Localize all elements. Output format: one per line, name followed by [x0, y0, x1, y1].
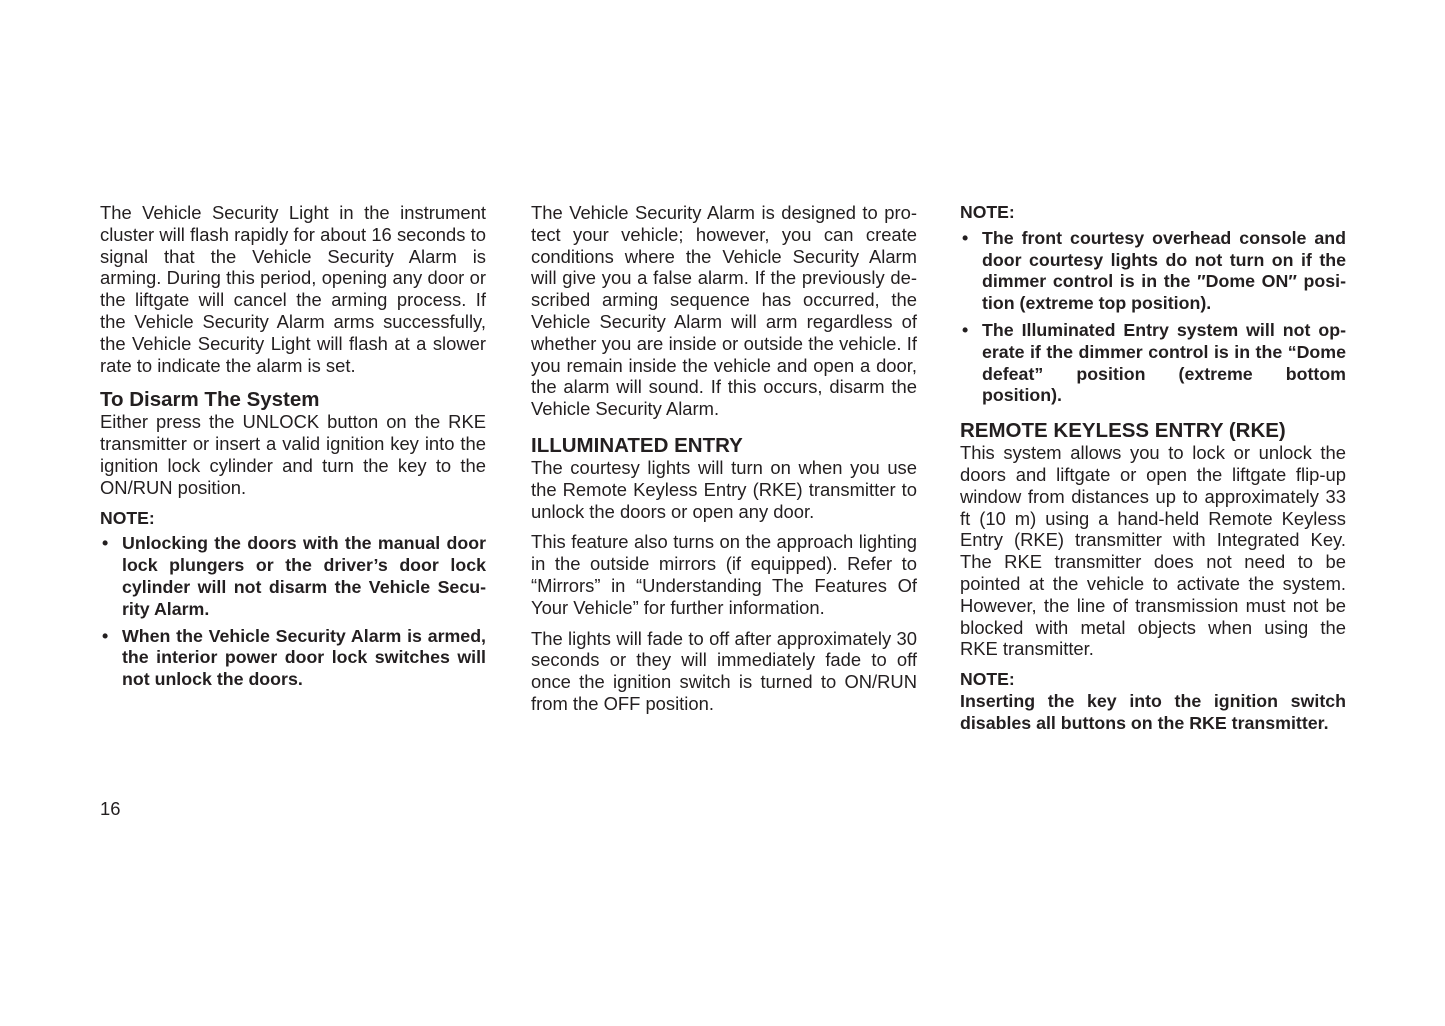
disarm-paragraph: Either press the UNLOCK button on the RKE transmitter or insert a valid ignition key into the ignition lock cylinder and turn the key to the ON/RUN position. [100, 411, 486, 498]
courtesy-lights-paragraph: The courtesy lights will turn on when you use the Remote Keyless Entry (RKE) transmitter to unlock the doors or open any door. [531, 456, 917, 522]
ignition-note-paragraph: Inserting the key into the ignition switch disables all buttons on the RKE transmitter. [960, 690, 1346, 733]
list-item [100, 533, 486, 620]
note-label: NOTE: [100, 507, 155, 528]
approach-lighting-paragraph: This feature also turns on the approach lighting in the outside mirrors (if equipped). Refer to “Mirrors” in “Understanding The Features Of Your Vehicle” for further information. [531, 531, 917, 618]
note-bullet-list [960, 228, 1346, 407]
bullet-text: The front courtesy overhead console and door courtesy lights do not turn on if the dimmer control is in the ″Dome ON″ posi-tion (extreme top position). [982, 227, 1346, 314]
bullet-icon: • [102, 533, 109, 554]
bullet-icon: • [102, 625, 109, 646]
list-item [960, 320, 1346, 407]
rke-paragraph: This system allows you to lock or unlock the doors and liftgate or open the liftgate flip-up window from distances up to approximately 33 ft (10 m) using a hand-held Remote Keyless Entry (RKE) transmitter with Integrated Key. The RKE transmitter does not need to be pointed at the vehicle to activate the system. However, the line of transmission must not be blocked with metal objects when using the RKE transmitter. [960, 442, 1346, 660]
lights-fade-paragraph: The lights will fade to off after approximately 30 seconds or they will immediately fade to off once the ignition switch is turned to ON/RUN from the OFF position. [531, 627, 917, 714]
bullet-text: The Illuminated Entry system will not op-erate if the dimmer control is in the “Dome defeat” position (extreme bottom position). [982, 319, 1346, 406]
bullet-icon: • [962, 319, 969, 340]
list-item [100, 626, 486, 691]
false-alarm-paragraph: The Vehicle Security Alarm is designed to pro-tect your vehicle; however, you can create conditions where the Vehicle Security Alarm will give you a false alarm. If the previously de-scribed arming sequence has occurred, the Vehicle Security Alarm will arm regardless of whether you are inside or outside the vehicle. If you remain inside the vehicle and open a door, the alarm will sound. If this occurs, disarm the Vehicle Security Alarm. [531, 202, 917, 420]
security-light-paragraph: The Vehicle Security Light in the instrument cluster will flash rapidly for about 16 seconds to signal that the Vehicle Security Alarm is arming. During this period, opening any door or the liftgate will cancel the arming process. If the Vehicle Security Alarm arms successfully, the Vehicle Security Light will flash at a slower rate to indicate the alarm is set. [100, 202, 486, 376]
bullet-text: When the Vehicle Security Alarm is armed, the interior power door lock switches will not unlock the doors. [122, 625, 486, 690]
note-label-2: NOTE: [960, 669, 1015, 690]
bullet-icon: • [962, 227, 969, 248]
note-label: NOTE: [960, 202, 1015, 222]
note-bullet-list [100, 533, 486, 691]
column-3 [960, 202, 1346, 735]
disarm-heading: To Disarm The System [100, 388, 320, 412]
column-2 [531, 202, 917, 715]
page-number: 16 [100, 798, 121, 819]
list-item [960, 228, 1346, 315]
column-1 [100, 202, 486, 696]
rke-heading: REMOTE KEYLESS ENTRY (RKE) [960, 419, 1286, 443]
bullet-text: Unlocking the doors with the manual door lock plungers or the driver’s door lock cylinder will not disarm the Vehicle Secu-rity Alarm. [122, 533, 486, 619]
illuminated-entry-heading: ILLUMINATED ENTRY [531, 433, 743, 457]
